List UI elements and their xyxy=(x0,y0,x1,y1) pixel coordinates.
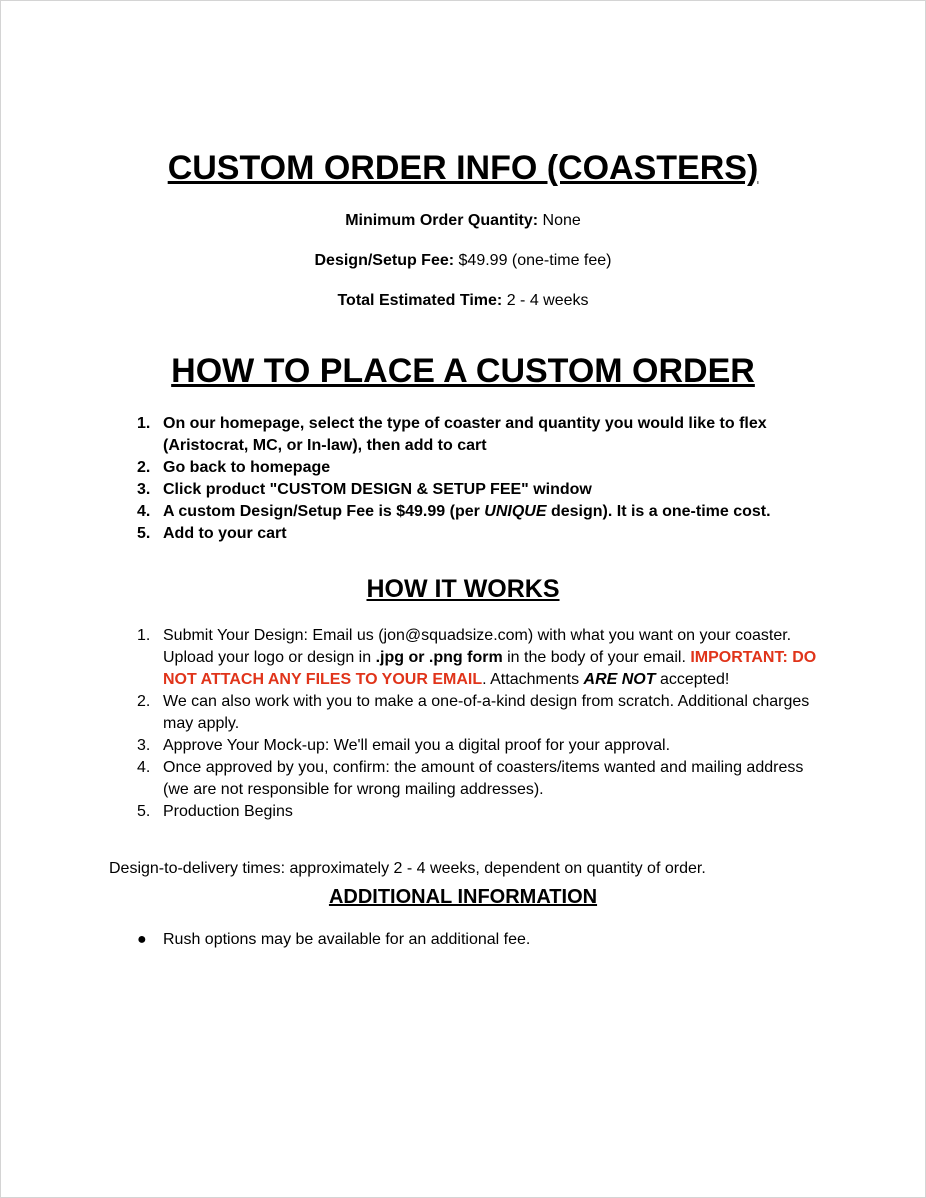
list-item xyxy=(109,413,829,457)
works-step-3: Approve Your Mock-up: We'll email you a digital proof for your approval. xyxy=(163,737,671,754)
list-number: 3. xyxy=(137,737,151,754)
works-step-1-d: accepted! xyxy=(655,671,730,688)
list-item xyxy=(109,479,829,501)
how-it-works-heading: HOW IT WORKS xyxy=(366,575,560,603)
list-item xyxy=(109,801,829,823)
important-warning: IMPORTANT: DO NOT ATTACH ANY FILES TO YOUR EMAIL xyxy=(163,649,817,688)
min-order-quantity-label: Minimum Order Quantity: xyxy=(345,212,539,229)
works-step-4: Once approved by you, confirm: the amount of coasters/items wanted and mailing address (we are not responsible for wrong mailing addresses). xyxy=(163,759,804,798)
place-step-4-unique: UNIQUE xyxy=(484,503,547,520)
place-step-2: Go back to homepage xyxy=(163,459,331,476)
place-order-steps xyxy=(109,413,829,545)
how-to-place-heading: HOW TO PLACE A CUSTOM ORDER xyxy=(171,352,755,390)
delivery-note: Design-to-delivery times: approximately 2 - 4 weeks, dependent on quantity of order. xyxy=(109,860,706,877)
list-number: 3. xyxy=(137,481,151,498)
place-step-5: Add to your cart xyxy=(163,525,287,542)
additional-item-1: Rush options may be available for an additional fee. xyxy=(163,931,531,948)
list-item xyxy=(109,735,829,757)
list-number: 1. xyxy=(137,627,151,644)
works-step-2: We can also work with you to make a one-of-a-kind design from scratch. Additional charges may apply. xyxy=(163,693,810,732)
list-number: 4. xyxy=(137,503,151,520)
additional-information-list xyxy=(109,929,829,951)
list-number: 5. xyxy=(137,525,151,542)
list-item xyxy=(109,691,829,735)
works-step-1-are-not: ARE NOT xyxy=(583,671,656,688)
setup-fee-value: $49.99 (one-time fee) xyxy=(454,252,612,269)
place-step-3: Click product "CUSTOM DESIGN & SETUP FEE" window xyxy=(163,481,592,498)
setup-fee xyxy=(1,250,925,272)
how-it-works-steps xyxy=(109,625,829,823)
additional-information-heading: ADDITIONAL INFORMATION xyxy=(328,886,598,908)
estimated-time-label: Total Estimated Time: xyxy=(337,292,503,309)
custom-order-info-heading: CUSTOM ORDER INFO (COASTERS) xyxy=(167,149,759,187)
place-step-4-before: A custom Design/Setup Fee is $49.99 (per xyxy=(163,503,485,520)
works-step-1-file-format: .jpg or .png form xyxy=(375,649,503,666)
works-step-1-a: Submit Your Design: Email us (jon@squadsize.com) with what you want on your coaster. Upload your logo or design in xyxy=(163,627,792,666)
list-item xyxy=(109,625,829,691)
works-step-1-c: . Attachments xyxy=(482,671,584,688)
min-order-quantity-value: None xyxy=(538,212,581,229)
bullet-icon: ● xyxy=(137,931,147,948)
list-number: 1. xyxy=(137,415,151,432)
list-item xyxy=(109,501,829,523)
list-item xyxy=(109,929,829,951)
list-item xyxy=(109,757,829,801)
works-step-1-b: in the body of your email. xyxy=(502,649,691,666)
estimated-time-value: 2 - 4 weeks xyxy=(502,292,589,309)
list-number: 2. xyxy=(137,459,151,476)
place-step-1: On our homepage, select the type of coaster and quantity you would like to flex (Aristocrat, MC, or In-law), then add to cart xyxy=(163,415,767,454)
works-step-5: Production Begins xyxy=(163,803,293,820)
list-number: 5. xyxy=(137,803,151,820)
list-item xyxy=(109,523,829,545)
setup-fee-label: Design/Setup Fee: xyxy=(314,252,455,269)
place-step-4-after: design). It is a one-time cost. xyxy=(546,503,771,520)
list-number: 4. xyxy=(137,759,151,776)
min-order-quantity xyxy=(1,210,925,232)
estimated-time xyxy=(1,290,925,312)
list-item xyxy=(109,457,829,479)
list-number: 2. xyxy=(137,693,151,710)
